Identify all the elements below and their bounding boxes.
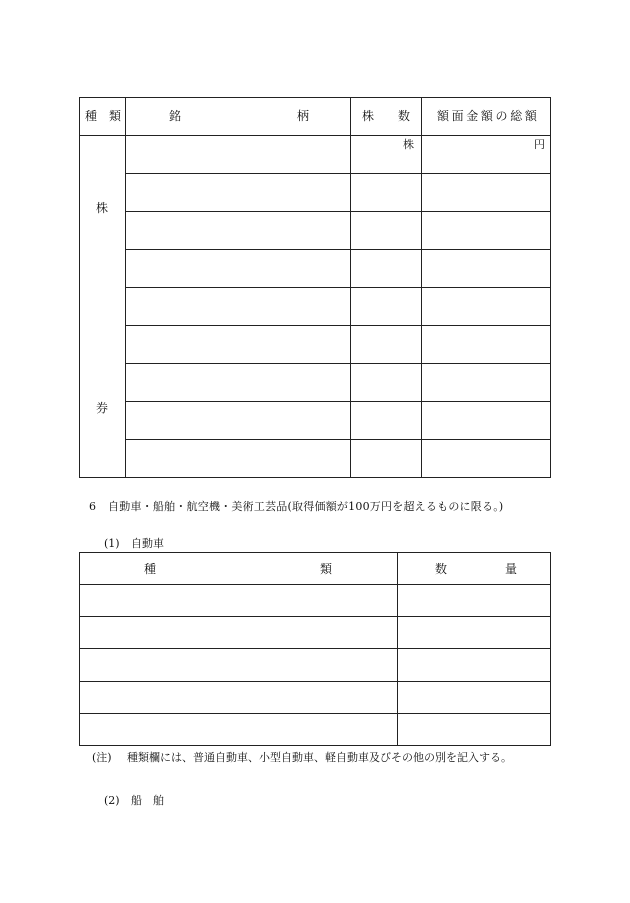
header-type-a: 種 (144, 562, 157, 576)
row-sep (79, 616, 551, 617)
table-border-left (79, 97, 80, 478)
table-border-bottom (79, 477, 551, 478)
section6-title: 自動車・船舶・航空機・美術工芸品(取得価額が100万円を超えるものに限る。) (108, 500, 504, 513)
row-sep (125, 325, 551, 326)
header-qty-a: 数 (435, 562, 448, 576)
row-sep (125, 173, 551, 174)
row-sep (79, 648, 551, 649)
note-text: 種類欄には、普通自動車、小型自動車、軽自動車及びその他の別を記入する。 (127, 751, 512, 764)
row-sep (125, 211, 551, 212)
header-type-b: 類 (320, 562, 333, 576)
sub2-title: 船 舶 (131, 794, 164, 807)
row-sep (79, 584, 551, 585)
table-border-left (79, 552, 80, 746)
header-face-total: 額面金額の総額 (437, 109, 540, 123)
sub1-label: (1) (104, 537, 120, 550)
sub2-label: (2) (104, 794, 120, 807)
vehicle-table (79, 552, 551, 746)
table-border-top (79, 97, 551, 98)
section6-number: 6 (89, 500, 96, 513)
unit-shares: 株 (403, 138, 414, 151)
header-name-a: 銘 (169, 109, 182, 123)
row-sep (125, 249, 551, 250)
sub1-title: 自動車 (131, 537, 164, 550)
table-border-top (79, 552, 551, 553)
type-label-top: 株 (96, 201, 109, 215)
note-label: (注) (92, 751, 112, 764)
header-qty-b: 量 (505, 562, 518, 576)
row-sep (125, 439, 551, 440)
unit-yen: 円 (534, 138, 545, 151)
header-shares: 株 数 (361, 109, 410, 123)
header-sep (79, 135, 551, 136)
type-label-bottom: 券 (96, 401, 109, 415)
row-sep (125, 363, 551, 364)
col-sep (397, 552, 398, 746)
table-border-right (550, 552, 551, 746)
header-type: 種 類 (84, 109, 121, 123)
row-sep (125, 401, 551, 402)
row-sep (79, 681, 551, 682)
stock-table (79, 97, 551, 478)
row-sep (79, 713, 551, 714)
row-sep (125, 287, 551, 288)
table-border-bottom (79, 745, 551, 746)
header-name-b: 柄 (297, 109, 310, 123)
